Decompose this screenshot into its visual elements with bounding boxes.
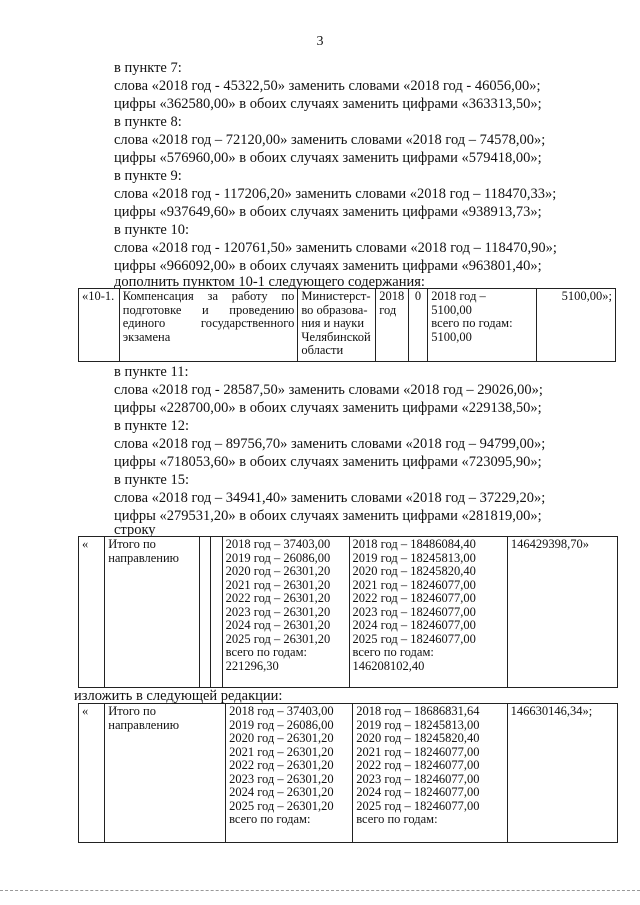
value-line: 2025 год – 18246077,00	[352, 631, 476, 646]
paragraph-line: слова «2018 год - 120761,50» заменить словами «2018 год – 118470,90»;	[114, 240, 557, 256]
paragraph-line: в пункте 10:	[114, 222, 190, 238]
executor-line: области	[301, 343, 344, 357]
values-col-b	[349, 537, 507, 688]
paragraph-line: в пункте 15:	[114, 472, 190, 488]
total-cell: 146429398,70»	[507, 537, 617, 688]
paragraph-line: цифры «362580,00» в обоих случаях заменить цифрами «363313,50»;	[114, 96, 542, 112]
table-total-old	[78, 536, 618, 688]
paragraph-line: изложить в следующей редакции:	[74, 688, 283, 704]
quote-cell: «	[79, 704, 105, 843]
value-line: 2019 год – 26086,00	[229, 717, 334, 732]
value-line: 2021 год – 26301,20	[225, 577, 331, 592]
paragraph-line: цифры «576960,00» в обоих случаях заменить цифрами «579418,00»;	[114, 150, 542, 166]
value-line: всего по годам:	[229, 812, 311, 826]
item-executor	[298, 289, 376, 362]
value-line: 2021 год – 18246077,00	[352, 577, 476, 592]
executor-line: Министерст-	[301, 289, 371, 303]
table-row	[79, 289, 616, 362]
table-row	[79, 537, 618, 688]
value-line: 2023 год – 26301,20	[229, 771, 334, 786]
label-line: направлению	[108, 550, 180, 565]
label-line: направлению	[108, 717, 180, 732]
value-line: 2022 год – 18246077,00	[352, 591, 476, 605]
paragraph-line: слова «2018 год – 72120,00» заменить словами «2018 год – 74578,00»;	[114, 132, 546, 148]
value-line: 2021 год – 26301,20	[229, 744, 334, 759]
amount-line: 5100,00	[431, 302, 472, 317]
value-line: 2025 год – 26301,20	[225, 631, 331, 646]
value-line: 146208102,40	[352, 658, 425, 673]
executor-line: ния и науки	[301, 316, 365, 330]
item-zero: 0	[408, 289, 427, 362]
empty-cell	[211, 537, 223, 688]
value-line: 2021 год – 18246077,00	[356, 744, 480, 759]
paragraph-line: дополнить пунктом 10-1 следующего содержания:	[114, 274, 425, 290]
value-line: 2025 год – 26301,20	[229, 798, 334, 813]
value-line: 2018 год – 37403,00	[229, 704, 334, 718]
values-col-b	[353, 704, 507, 843]
paragraph-line: цифры «966092,00» в обоих случаях заменить цифрами «963801,40»;	[114, 258, 542, 274]
value-line: 2023 год – 18246077,00	[356, 771, 480, 786]
amount-line: 2018 год –	[431, 289, 486, 303]
paragraph-line: цифры «279531,20» в обоих случаях заменить цифрами «281819,00»;	[114, 508, 542, 524]
label-cell	[105, 704, 226, 843]
page-bottom-divider	[0, 890, 640, 891]
value-line: 2019 год – 18245813,00	[352, 550, 476, 565]
paragraph-line: в пункте 9:	[114, 168, 182, 184]
value-line: 2022 год – 26301,20	[225, 591, 331, 605]
value-line: 2025 год – 18246077,00	[356, 798, 480, 813]
value-line: 221296,30	[225, 658, 279, 673]
value-line: 2022 год – 18246077,00	[356, 758, 480, 772]
value-line: 2024 год – 26301,20	[229, 785, 334, 799]
paragraph-line: в пункте 12:	[114, 418, 190, 434]
values-col-a	[226, 704, 353, 843]
paragraph-line: в пункте 8:	[114, 114, 182, 130]
paragraph-line: слова «2018 год - 28587,50» заменить словами «2018 год – 29026,00»;	[114, 382, 543, 398]
paragraph-line: слова «2018 год - 117206,20» заменить словами «2018 год – 118470,33»;	[114, 186, 557, 202]
label-line	[108, 538, 195, 552]
value-line: 2020 год – 18245820,40	[352, 564, 476, 578]
value-line: 2024 год – 26301,20	[225, 618, 331, 632]
table-item-10-1	[78, 288, 616, 362]
value-line: 2019 год – 26086,00	[225, 550, 331, 565]
item-name: Компенсация за работу по подготовке и проведению единого государственного экзамена	[119, 289, 298, 362]
amount-line: всего по годам:	[431, 316, 513, 330]
paragraph-line: в пункте 7:	[114, 60, 182, 76]
label-line: Итого по	[108, 704, 156, 718]
value-line: 2019 год – 18245813,00	[356, 717, 480, 732]
value-line: 2022 год – 26301,20	[229, 758, 334, 772]
value-line: 2020 год – 26301,20	[229, 731, 334, 745]
empty-cell	[199, 537, 211, 688]
item-number: «10-1.	[79, 289, 120, 362]
amount-line: 5100,00	[431, 329, 472, 344]
value-line: всего по годам:	[356, 812, 438, 826]
value-line: 2018 год – 18686831,64	[356, 704, 480, 718]
executor-line: Челябинской	[301, 329, 371, 344]
item-year: 2018 год	[376, 289, 409, 362]
label-cell	[105, 537, 199, 688]
paragraph-line: слова «2018 год – 34941,40» заменить словами «2018 год – 37229,20»;	[114, 490, 546, 506]
paragraph-line: слова «2018 год – 89756,70» заменить словами «2018 год – 94799,00»;	[114, 436, 546, 452]
value-line: 2023 год – 18246077,00	[352, 604, 476, 619]
paragraph-line: слова «2018 год - 45322,50» заменить словами «2018 год - 46056,00»;	[114, 78, 541, 94]
label-word: Итого по	[108, 537, 156, 551]
paragraph-line: цифры «718053,60» в обоих случаях заменить цифрами «723095,90»;	[114, 454, 542, 470]
page-number: 3	[316, 34, 324, 49]
paragraph-line: цифры «937649,60» в обоих случаях заменить цифрами «938913,73»;	[114, 204, 542, 220]
value-line: 2018 год – 37403,00	[225, 537, 331, 551]
value-line: 2020 год – 18245820,40	[356, 731, 480, 745]
value-line: 2024 год – 18246077,00	[352, 618, 476, 632]
paragraph-line: цифры «228700,00» в обоих случаях заменить цифрами «229138,50»;	[114, 400, 542, 416]
paragraph-line: в пункте 11:	[114, 364, 189, 380]
value-line: 2018 год – 18486084,40	[352, 537, 476, 551]
total-cell: 146630146,34»;	[507, 704, 617, 843]
table-total-new	[78, 703, 618, 843]
quote-cell: «	[79, 537, 105, 688]
item-amount	[428, 289, 537, 362]
values-col-a	[222, 537, 349, 688]
value-line: всего по годам:	[352, 645, 434, 659]
paragraph-line: строку	[114, 522, 156, 538]
value-line: всего по годам:	[225, 645, 307, 659]
executor-line: во образова-	[301, 302, 368, 317]
value-line: 2024 год – 18246077,00	[356, 785, 480, 799]
value-line: 2023 год – 26301,20	[225, 604, 331, 619]
item-total: 5100,00»;	[537, 289, 616, 362]
value-line: 2020 год – 26301,20	[225, 564, 331, 578]
table-row	[79, 704, 618, 843]
